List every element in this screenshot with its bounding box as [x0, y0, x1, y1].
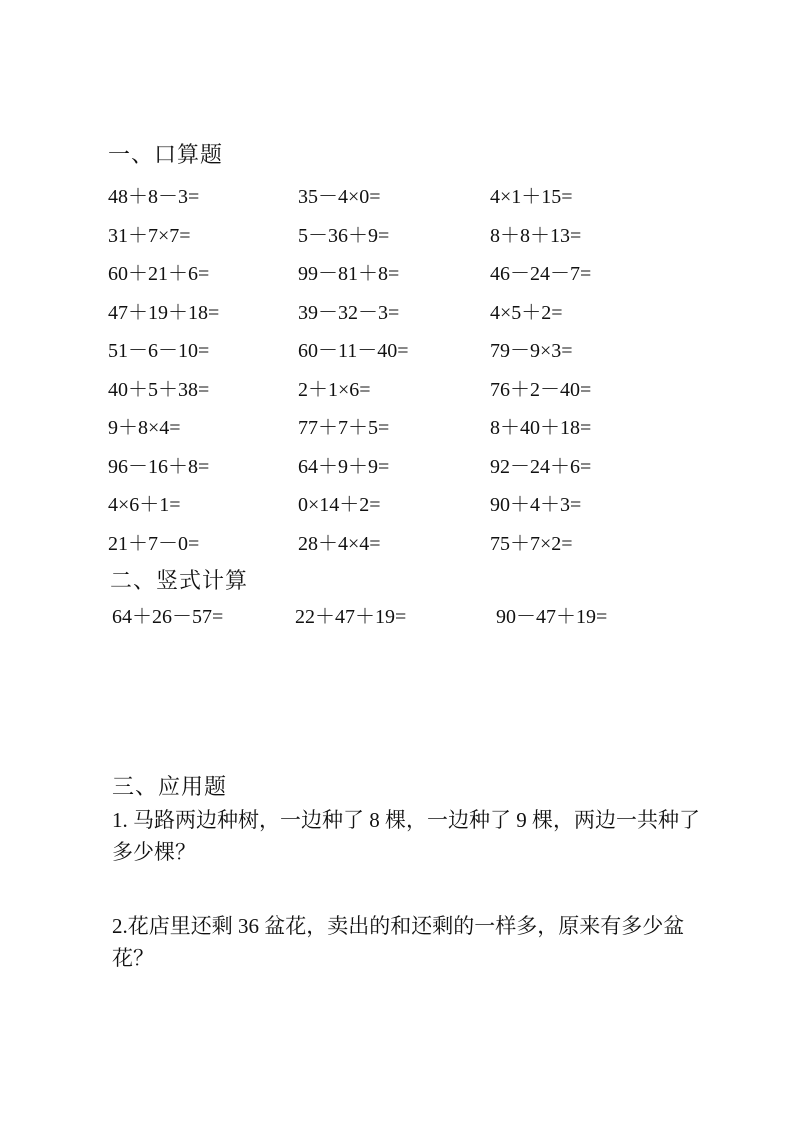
mental-math-item: 48＋8－3=	[108, 186, 200, 208]
mental-math-item: 28＋4×4=	[298, 532, 381, 555]
mental-math-item: 47＋19＋18=	[108, 301, 220, 324]
vertical-calc-item: 90－47＋19=	[496, 606, 608, 628]
mental-math-item: 79－9×3=	[490, 340, 573, 362]
word-problem-1: 1. 马路两边种树，一边种了 8 棵，一边种了 9 棵，两边一共种了多少棵？	[112, 808, 700, 864]
mental-math-item: 99－81＋8=	[298, 263, 400, 285]
mental-math-item: 40＋5＋38=	[108, 378, 210, 401]
mental-math-item: 35－4×0=	[298, 186, 381, 208]
word-problem-2: 2.花店里还剩 36 盆花，卖出的和还剩的一样多，原来有多少盆花？	[112, 914, 685, 970]
mental-math-item: 2＋1×6=	[298, 378, 371, 401]
section-1-title: 一、口算题	[108, 142, 224, 167]
mental-math-item: 92－24＋6=	[490, 455, 592, 478]
section-3-title: 三、应用题	[112, 774, 228, 799]
mental-math-item: 64＋9＋9=	[298, 455, 390, 478]
mental-math-item: 21＋7－0=	[108, 532, 200, 555]
vertical-calc-item: 64＋26－57=	[112, 606, 224, 628]
vertical-calc-item: 22＋47＋19=	[295, 606, 407, 628]
mental-math-item: 96－16＋8=	[108, 455, 210, 478]
section-2-title: 二、竖式计算	[110, 568, 249, 593]
mental-math-item: 60－11－40=	[298, 340, 409, 362]
mental-math-item: 9＋8×4=	[108, 417, 181, 439]
mental-math-item: 4×5＋2=	[490, 301, 563, 324]
mental-math-item: 8＋8＋13=	[490, 224, 582, 247]
mental-math-item: 46－24－7=	[490, 263, 592, 285]
mental-math-item: 4×6＋1=	[108, 494, 181, 516]
mental-math-item: 4×1＋15=	[490, 186, 573, 208]
mental-math-item: 0×14＋2=	[298, 494, 381, 516]
mental-math-item: 31＋7×7=	[108, 224, 191, 247]
mental-math-item: 5－36＋9=	[298, 224, 390, 247]
mental-math-item: 51－6－10=	[108, 340, 210, 362]
mental-math-item: 75＋7×2=	[490, 532, 573, 555]
mental-math-item: 8＋40＋18=	[490, 417, 592, 439]
mental-math-item: 77＋7＋5=	[298, 417, 390, 439]
mental-math-item: 60＋21＋6=	[108, 263, 210, 285]
mental-math-item: 39－32－3=	[298, 301, 400, 324]
mental-math-item: 90＋4＋3=	[490, 494, 582, 516]
mental-math-item: 76＋2－40=	[490, 378, 592, 401]
